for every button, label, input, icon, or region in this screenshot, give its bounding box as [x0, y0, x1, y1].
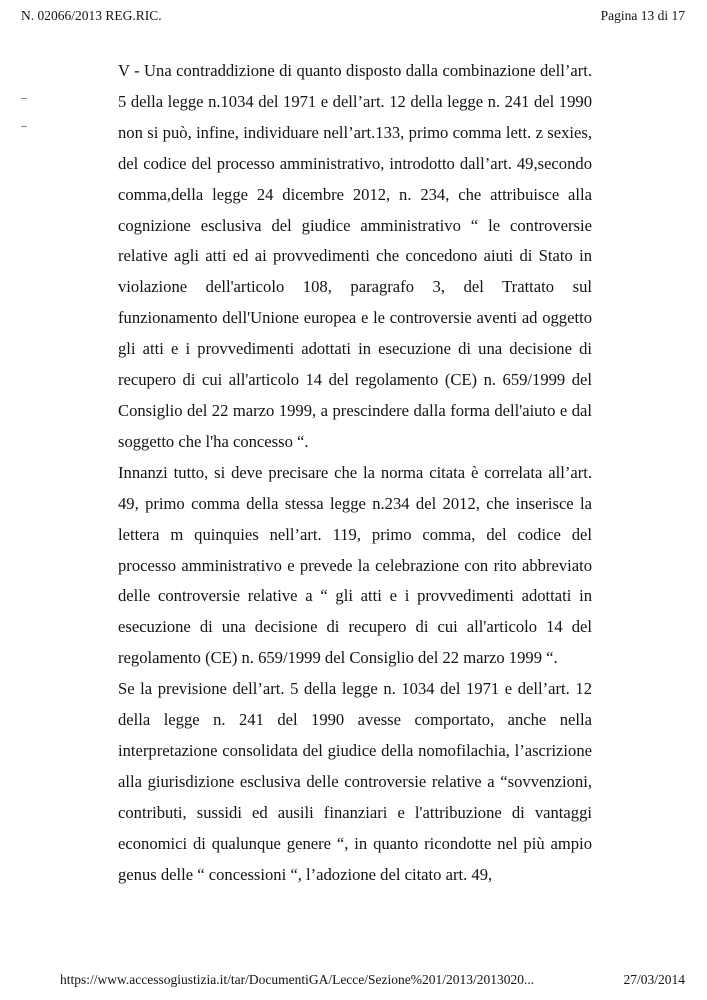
- document-body: [118, 56, 592, 890]
- paragraph-innanzi: Innanzi tutto, si deve precisare che la norma citata è correlata all’art. 49, primo comma della stessa legge n.234 del 2012, che inserisce la lettera m quinquies nell’art. 119, primo comma, del codice del processo amministrativo e prevede la celebrazione con rito abbreviato delle controversie relative a “ gli atti e i provvedimenti adottati in esecuzione di una decisione di recupero di cui all'articolo 14 del regolamento (CE) n. 659/1999 del Consiglio del 22 marzo 1999 “.: [118, 462, 592, 668]
- page-number: Pagina 13 di 17: [600, 8, 685, 23]
- paragraph-se-la-previsione: Se la previsione dell’art. 5 della legge n. 1034 del 1971 e dell’art. 12 della legge n. 241 del 1990 avesse comportato, anche nella interpretazione consolidata del giudice della nomofilachia, l’ascrizione alla giurisdizione esclusiva delle controversie relative a “sovvenzioni, contributi, sussidi ed ausili finanziari e l'attribuzione di vantaggi economici di qualunque genere “, in quanto ricondotte nel più ampio genus delle “ concessioni “, l’adozione del citato art. 49,: [118, 679, 592, 884]
- page-footer: [60, 972, 685, 990]
- print-date: 27/03/2014: [623, 972, 685, 987]
- source-url: https://www.accessogiustizia.it/tar/DocumentiGA/Lecce/Sezione%201/2013/2013020...: [60, 972, 535, 987]
- margin-tick-mark: [21, 98, 27, 99]
- case-number: N. 02066/2013 REG.RIC.: [21, 8, 162, 23]
- margin-tick-mark: [21, 126, 27, 127]
- page-header: [21, 8, 685, 28]
- paragraph-point-v: V - Una contraddizione di quanto disposto dalla combinazione dell’art. 5 della legge n.1034 del 1971 e dell’art. 12 della legge n. 241 del 1990 non si può, infine, individuare nell’art.133, primo comma lett. z sexies, del codice del processo amministrativo, introdotto dall’art. 49,secondo comma,della legge 24 dicembre 2012, n. 234, che attribuisce alla cognizione esclusiva del giudice amministrativo “ le controversie relative agli atti ed ai provvedimenti che concedono aiuti di Stato in violazione dell'articolo 108, paragrafo 3, del Trattato sul funzionamento dell'Unione europea e le controversie aventi ad oggetto gli atti e i provvedimenti adottati in esecuzione di una decisione di recupero di cui all'articolo 14 del regolamento (CE) n. 659/1999 del Consiglio del 22 marzo 1999, a prescindere dalla forma dell'aiuto e dal soggetto che l'ha concesso “.: [118, 61, 592, 451]
